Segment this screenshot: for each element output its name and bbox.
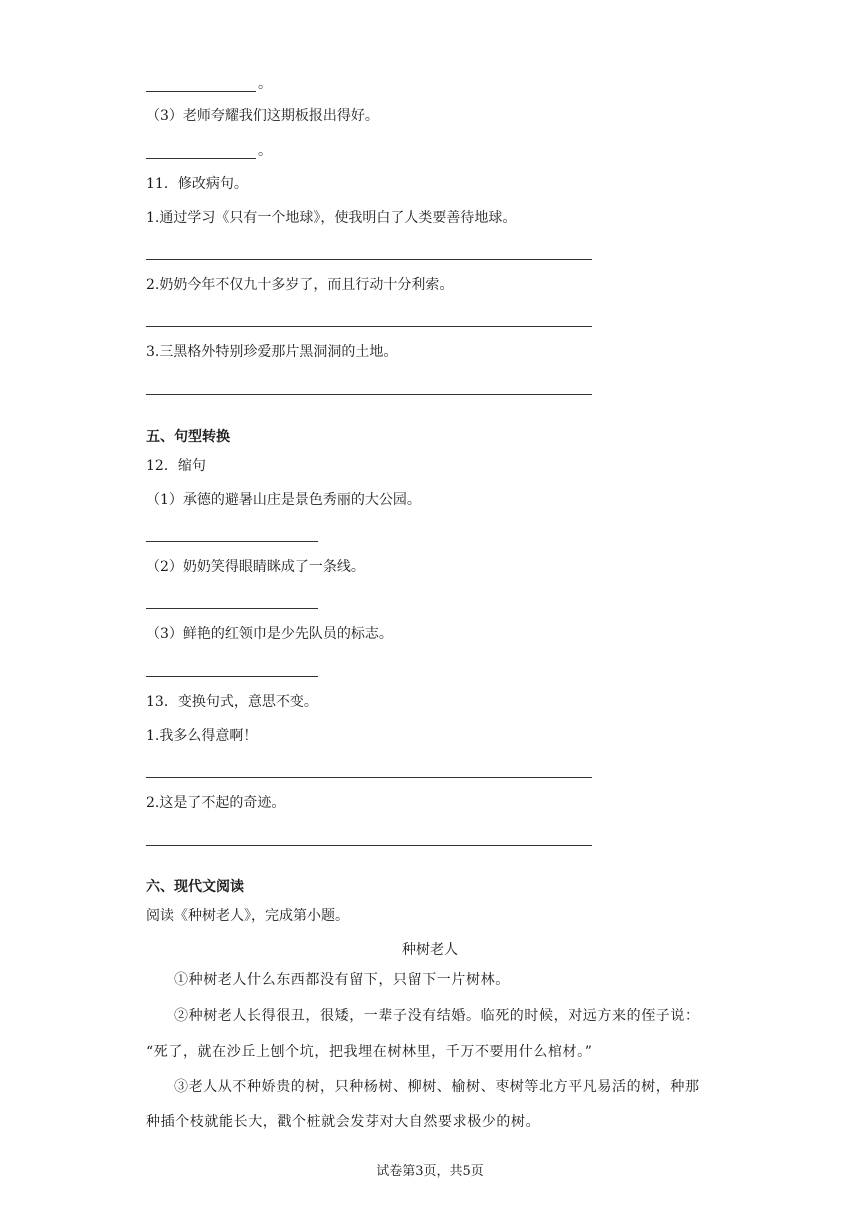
q10-item-3: （3）老师夸耀我们这期板报出得好。: [146, 108, 379, 124]
q12-item-1: （1）承德的避暑山庄是景色秀丽的大公园。: [146, 492, 421, 508]
story-paragraph-2-line-2: “死了，就在沙丘上刨个坑，把我埋在树林里，千万不要用什么棺材。”: [146, 1044, 593, 1060]
answer-line[interactable]: [146, 394, 592, 395]
q11-item-1: 1.通过学习《只有一个地球》，使我明白了人类要善待地球。: [146, 210, 517, 226]
section-5-heading: 五、句型转换: [146, 429, 230, 445]
reading-intro: 阅读《种树老人》，完成第小题。: [146, 908, 349, 924]
q13-title: 13．变换句式，意思不变。: [146, 694, 318, 710]
answer-line[interactable]: [146, 777, 592, 778]
story-paragraph-3-line-1: ③老人从不种娇贵的树，只种杨树、柳树、榆树、枣树等北方平凡易活的树，种那: [174, 1079, 700, 1095]
answer-line[interactable]: [146, 676, 318, 677]
q11-title: 11．修改病句。: [146, 176, 248, 192]
q12-item-2: （2）奶奶笑得眼睛眯成了一条线。: [146, 559, 365, 575]
q11-item-3: 3.三黑格外特别珍爱那片黑洞洞的土地。: [146, 344, 398, 360]
section-6-heading: 六、现代文阅读: [146, 879, 244, 895]
answer-line[interactable]: [146, 158, 256, 159]
story-title: 种树老人: [402, 942, 458, 958]
q12-title: 12．缩句: [146, 458, 206, 474]
q13-item-2: 2.这是了不起的奇迹。: [146, 795, 286, 811]
answer-line[interactable]: [146, 326, 592, 327]
q11-item-2: 2.奶奶今年不仅九十多岁了，而且行动十分利索。: [146, 277, 454, 293]
answer-line[interactable]: [146, 259, 592, 260]
answer-line[interactable]: [146, 608, 318, 609]
story-paragraph-2-line-1: ②种树老人长得很丑，很矮，一辈子没有结婚。临死的时候，对远方来的侄子说：: [174, 1008, 700, 1024]
end-mark: 。: [258, 143, 272, 159]
story-paragraph-1: ①种树老人什么东西都没有留下，只留下一片树林。: [174, 972, 510, 988]
answer-line[interactable]: [146, 91, 256, 92]
story-paragraph-3-line-2: 种插个枝就能长大，戳个桩就会发芽对大自然要求极少的树。: [146, 1114, 541, 1130]
page-footer: 试卷第3页，共5页: [376, 1164, 484, 1179]
answer-line[interactable]: [146, 541, 318, 542]
q12-item-3: （3）鲜艳的红领巾是少先队员的标志。: [146, 626, 393, 642]
q13-item-1: 1.我多么得意啊！: [146, 728, 258, 744]
end-mark: 。: [258, 76, 272, 92]
answer-line[interactable]: [146, 845, 592, 846]
